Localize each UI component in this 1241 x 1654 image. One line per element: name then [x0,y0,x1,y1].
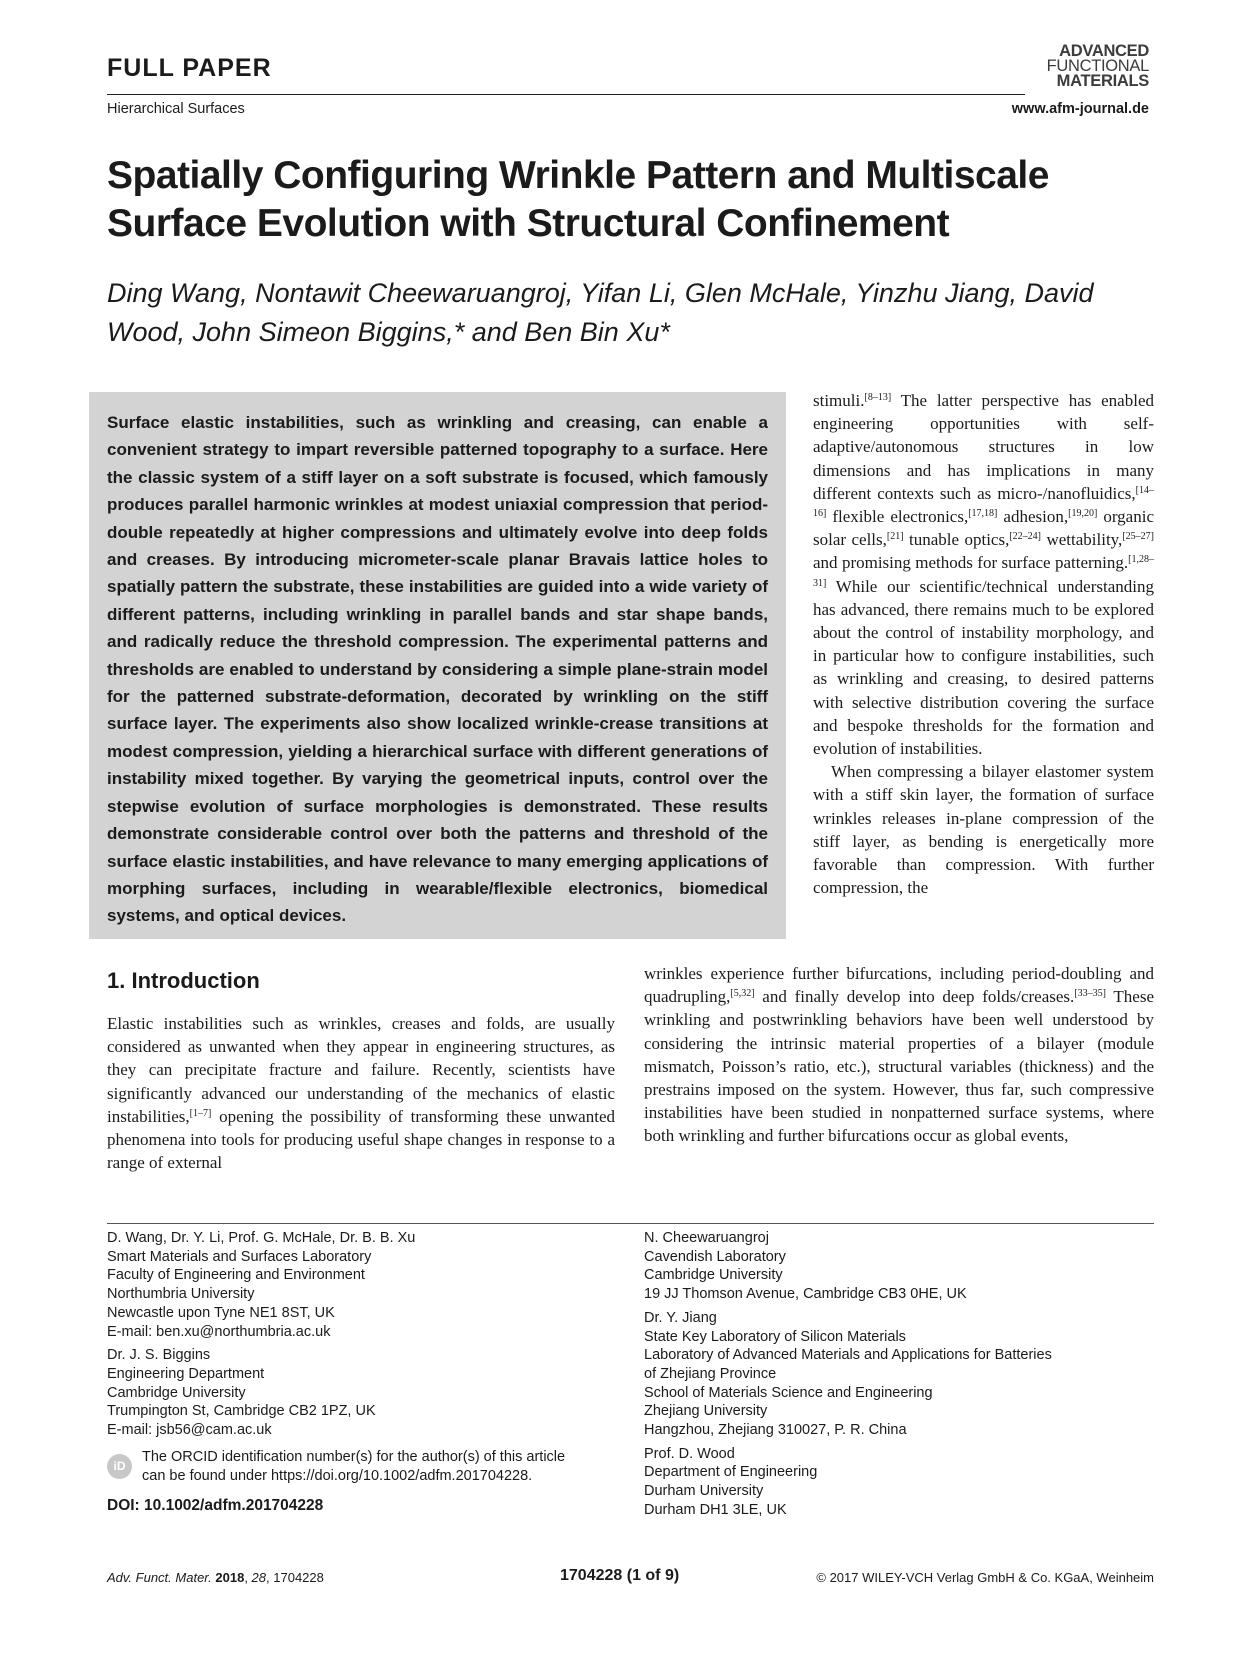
paragraph: stimuli.[8–13] The latter perspective has enabled engineering opportunities with self-adaptive/autonomous structures in low dimensions and has implications in many different contexts such as micro-/nanofluidics,[14–16] flexible electronics,[17,18] adhesion,[19,20] organic solar cells,[21] tunable optics,[22–24] wettability,[25–27] and promising methods for surface patterning.[1,28–31] While our scientific/technical understanding has advanced, there remains much to be explored about the control of instability morphology, and in particular how to configure instabilities, such as wrinkling and creasing, to desired patterns with selective distribution covering the surface and bespoke thresholds for the formation and evolution of instabilities. [813,391,1154,759]
citation-ref[interactable]: [14–16] [813,484,1154,520]
doi-label[interactable]: DOI: 10.1002/adfm.201704228 [107,1497,324,1514]
affiliations-right [644,1229,1164,1525]
article-type-label: FULL PAPER [107,54,272,82]
orcid-icon[interactable]: iD [107,1454,132,1479]
orcid-note: iD The ORCID identification number(s) for the author(s) of this article can be found under https://doi.org/10.1002/adfm.201704228. [107,1448,627,1485]
affiliation-block: Dr. J. S. Biggins Engineering Department Cambridge University Trumpington St, Cambridge CB2 1PZ, UK E-mail: jsb56@cam.ac.uk [107,1346,627,1440]
citation-ref[interactable]: [17,18] [968,508,998,520]
intro-right-text: wrinkles experience further bifurcations, including period-doubling and quadrupling,[5,32] and finally develop into deep folds/creases.[33–35] These wrinkling and postwrinkling behaviors have been well understood by considering the intrinsic material properties of a bilayer (module mismatch, Poisson’s ratio, etc.), structural variables (thickness) and the prestrains imposed on the system. However, thus far, such compressive instabilities have been studied in nonpatterned surface systems, where both wrinkling and further bifurcations occur as global events, [644,964,1154,1146]
section-heading-introduction: 1. Introduction [107,968,260,993]
citation-ref[interactable]: [1,28–31] [813,554,1154,589]
citation-ref[interactable]: [1–7] [189,1107,212,1119]
header-divider [107,94,1025,95]
footnote-divider [107,1223,1154,1224]
abstract-text: Surface elastic instabilities, such as wrinkling and creasing, can enable a convenient strategy to impart reversible patterned topography to a surface. Here the classic system of a stiff layer on a soft substrate is focused, which famously produces parallel harmonic wrinkles at modest uniaxial compression that period-double repeatedly at higher compressions and ultimately evolve into deep folds and creases. By introducing micrometer-scale planar Bravais lattice holes to spatially pattern the substrate, these instabilities are guided into a wide variety of different patterns, including wrinkling in parallel bands and star shape bands, and radically reduce the threshold compression. The experimental patterns and thresholds are enabled to understand by considering a simple plane-strain model for the patterned substrate-deformation, decorated by wrinkling on the stiff surface layer. The experiments also show localized wrinkle-crease transitions at modest compression, yielding a hierarchical surface with different generations of instability mixed together. By varying the geometrical inputs, control over the stepwise evolution of surface morphologies is demonstrated. These results demonstrate considerable control over both the patterns and threshold of the surface elastic instabilities, and have relevance to many emerging applications of morphing surfaces, including in wearable/flexible electronics, biomedical systems, and optical devices. [107,413,768,926]
abstract-box [89,392,786,939]
page-number: 1704228 (1 of 9) [560,1567,680,1584]
affiliation-block: N. Cheewaruangroj Cavendish Laboratory Cambridge University 19 JJ Thomson Avenue, Cambridge CB3 0HE, UK [644,1230,967,1303]
intro-left-text: Elastic instabilities such as wrinkles, creases and folds, are usually considered as unwanted when they appear in engineering structures, as they can precipitate fracture and failure. Recently, scientists have significantly advanced our understanding of the mechanics of elastic instabilities,[1–7] opening the possibility of transforming these unwanted phenomena into tools for producing useful shape changes in response to a range of external [107,1014,615,1173]
logo-line-2: FUNCTIONAL [1046,57,1149,75]
affiliations-left [107,1229,627,1445]
citation-ref[interactable]: [19,20] [1068,508,1098,520]
footer-citation: Adv. Funct. Mater. 2018, 28, 1704228 [107,1570,324,1585]
author-list: Ding Wang, Nontawit Cheewaruangroj, Yifan Li, Glen McHale, Yinzhu Jiang, David Wood, John Simeon Biggins,* and Ben Bin Xu* [107,278,1094,347]
citation-ref[interactable]: [21] [886,531,904,543]
email-link[interactable]: E-mail: ben.xu@northumbria.ac.uk [107,1323,331,1340]
citation-ref[interactable]: [25–27] [1122,531,1154,543]
paper-title: Spatially Configuring Wrinkle Pattern and Multiscale Surface Evolution with Structural Confinement [107,154,1049,245]
citation-ref[interactable]: [8–13] [864,392,892,403]
journal-website-link[interactable]: www.afm-journal.de [1011,101,1149,117]
topic-label: Hierarchical Surfaces [107,101,245,117]
paragraph: When compressing a bilayer elastomer system with a stiff skin layer, the formation of surface wrinkles releases in-plane compression of the stiff layer, as bending is energetically more favorable than compression. With further compression, the [813,762,1154,898]
citation-ref[interactable]: [33–35] [1074,988,1106,1000]
right-column-text [813,389,1154,899]
logo-line-1: ADVANCED [1059,42,1149,60]
affiliation-block: Prof. D. Wood Department of Engineering Durham University Durham DH1 3LE, UK [644,1445,818,1518]
citation-ref[interactable]: [5,32] [730,988,755,1000]
doi-url-link[interactable]: can be found under https://doi.org/10.1002/adfm.201704228. [142,1467,533,1484]
journal-logo [1029,44,1149,89]
citation-ref[interactable]: [22–24] [1009,531,1042,543]
affiliation-block: D. Wang, Dr. Y. Li, Prof. G. McHale, Dr. B. B. Xu Smart Materials and Surfaces Laboratory Faculty of Engineering and Environment Northumbria University Newcastle upon Tyne NE1 8ST, UK E-mail: ben.xu@northumbria.ac.uk [107,1229,627,1341]
copyright-notice: © 2017 WILEY-VCH Verlag GmbH & Co. KGaA, Weinheim [816,1570,1154,1585]
logo-line-3: MATERIALS [1056,72,1149,90]
email-link[interactable]: E-mail: jsb56@cam.ac.uk [107,1422,272,1439]
affiliation-block: Dr. Y. Jiang State Key Laboratory of Silicon Materials Laboratory of Advanced Materials and Applications for Batteries of Zhejiang Province School of Materials Science and Engineering Zhejiang University Hangzhou, Zhejiang 310027, P. R. China [644,1309,1052,1439]
